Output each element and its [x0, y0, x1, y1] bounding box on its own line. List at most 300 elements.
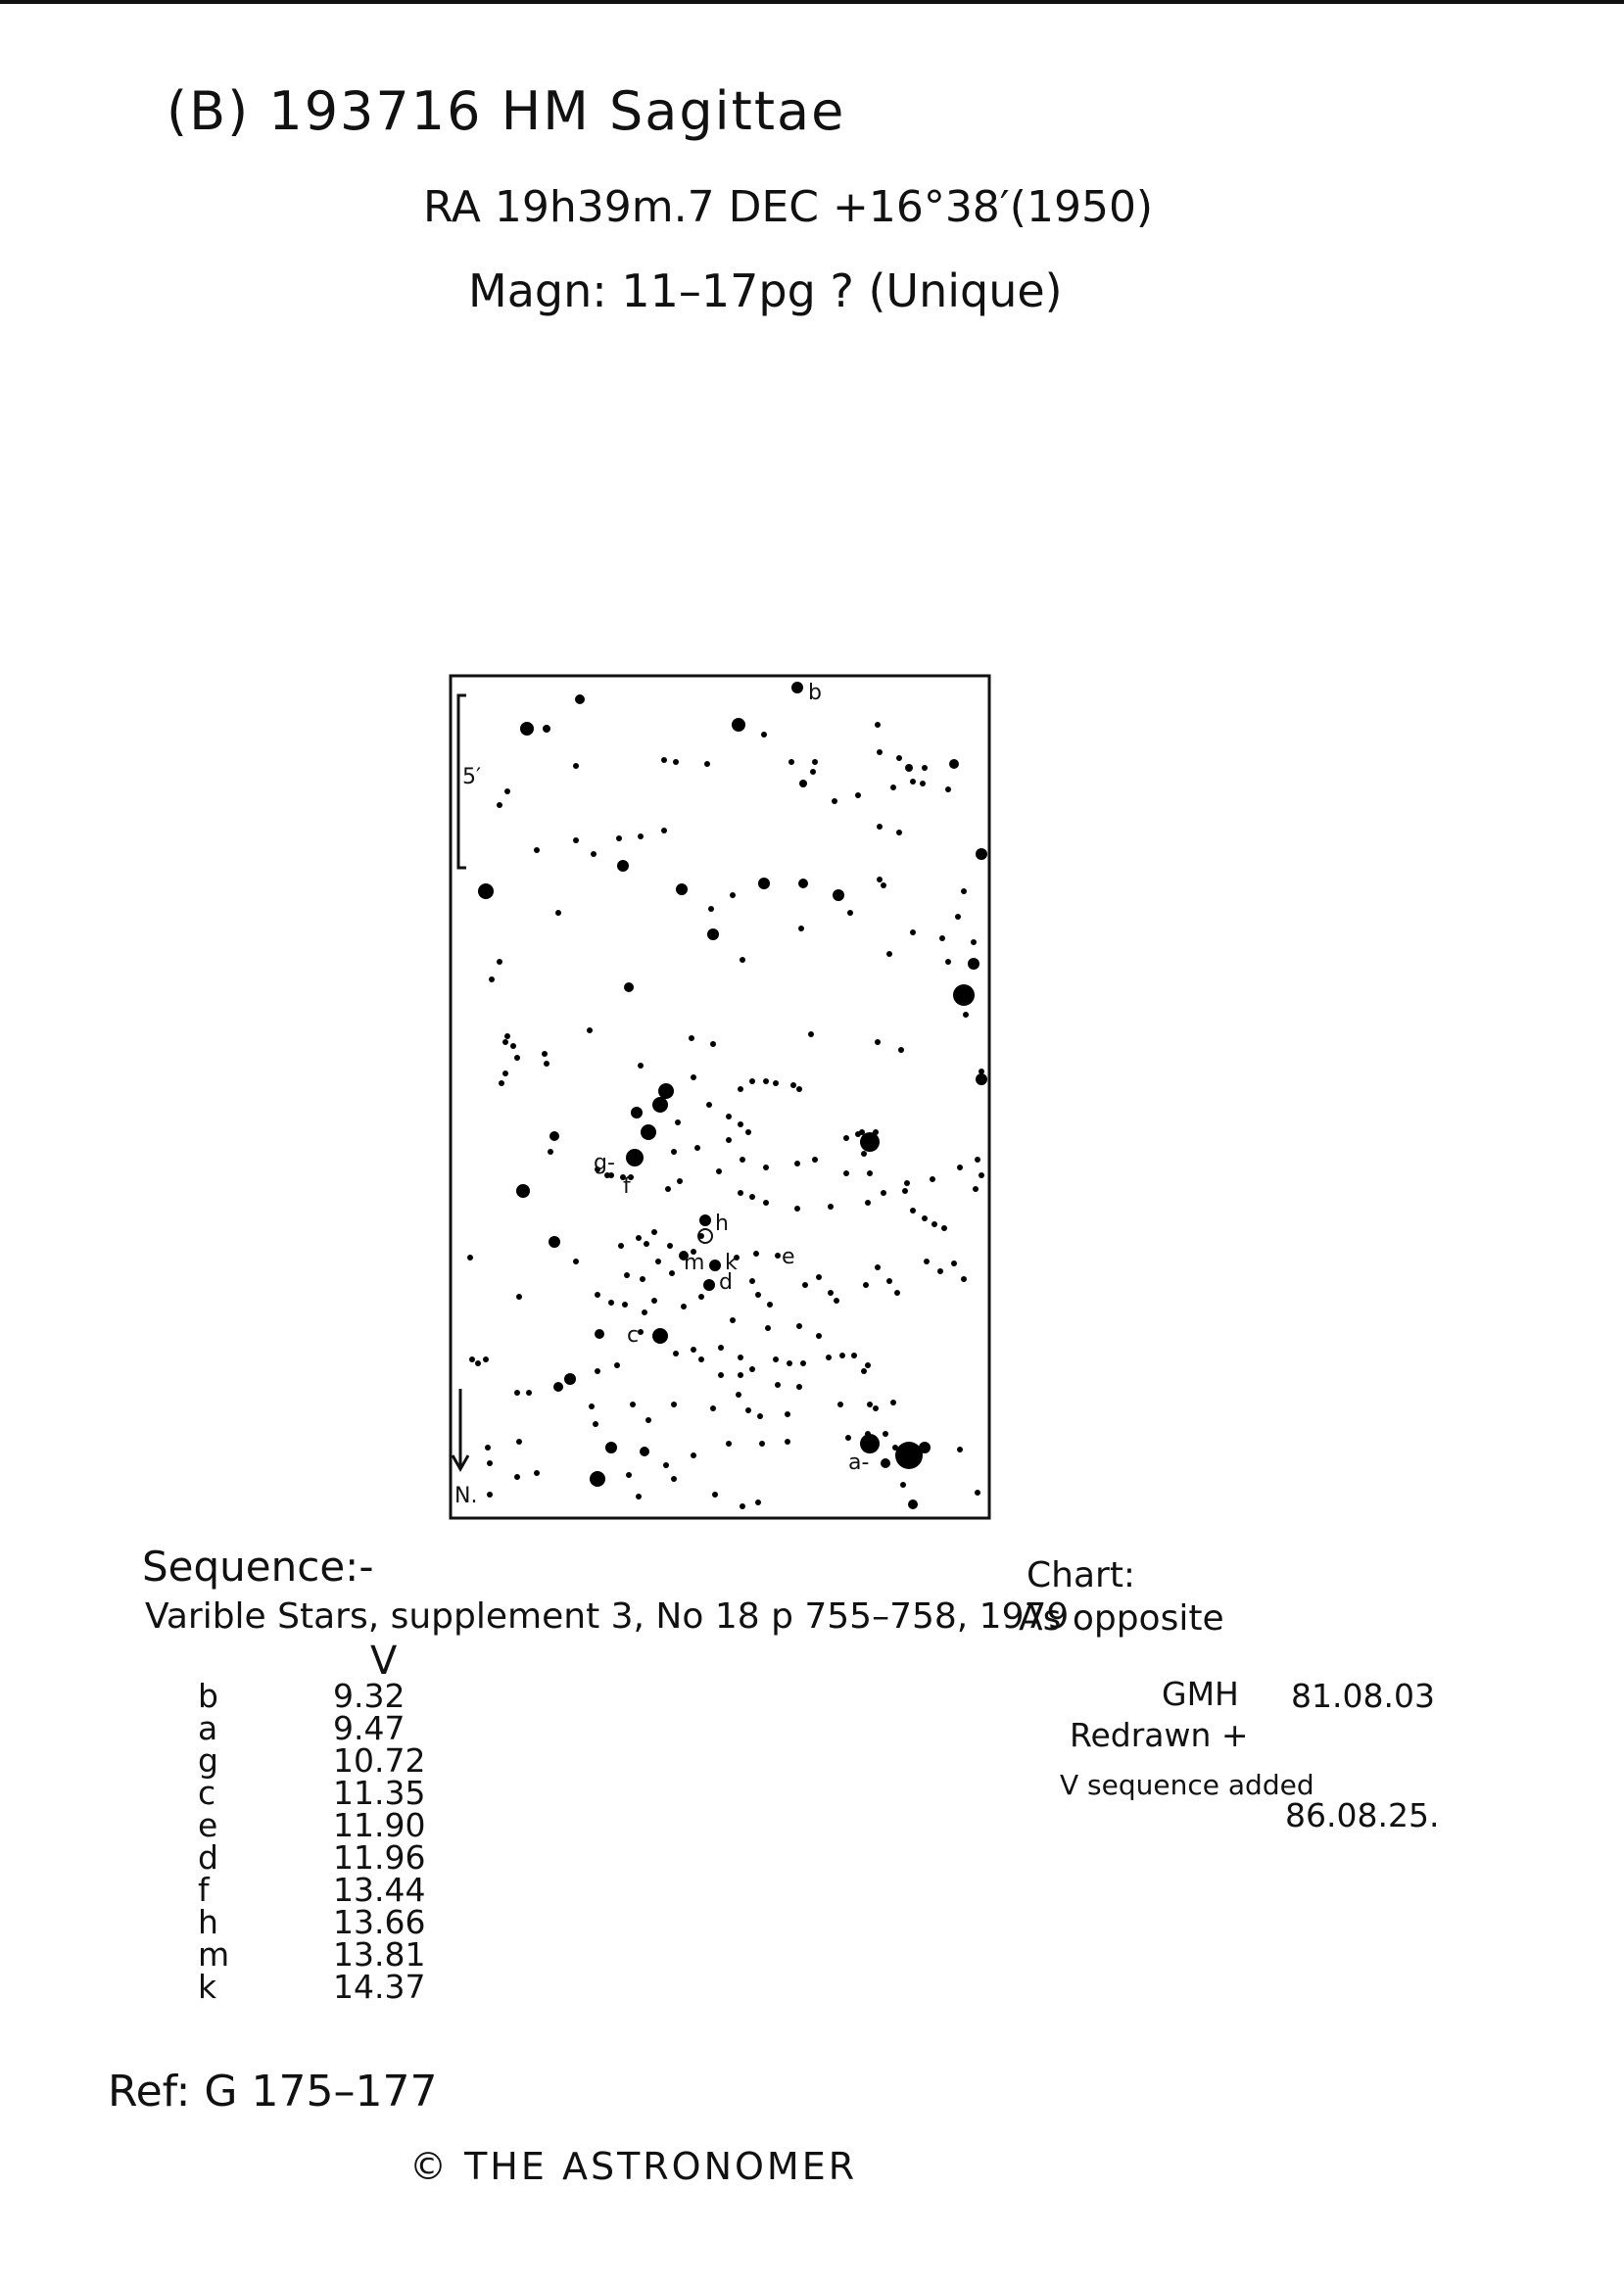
star-dot — [485, 1445, 491, 1451]
star-dot — [726, 1441, 732, 1447]
star-id: h — [198, 1903, 218, 1941]
star-dot — [617, 860, 629, 872]
star-dot — [745, 1129, 751, 1135]
star-dot — [843, 1135, 849, 1141]
star-id: a — [198, 1709, 218, 1747]
star-dot — [963, 1012, 969, 1018]
star-dot — [860, 1132, 880, 1152]
star-dot — [504, 1033, 510, 1039]
sequence-row — [186, 1871, 480, 1909]
star-dot — [652, 1097, 668, 1113]
star-dot — [753, 1251, 759, 1257]
star-dot — [910, 779, 916, 785]
star-dot — [641, 1124, 656, 1140]
magnitude-column-header: V — [370, 1639, 398, 1684]
star-dot — [645, 1417, 651, 1423]
star-dot — [526, 1390, 532, 1396]
v-mag: 11.96 — [333, 1838, 426, 1877]
star-dot — [677, 1178, 683, 1184]
reference-line: Ref: G 175–177 — [108, 2067, 438, 2117]
star-dot — [708, 906, 714, 912]
sequence-title: Sequence:- — [142, 1543, 374, 1591]
star-dot — [651, 1298, 657, 1304]
star-dot — [661, 757, 667, 763]
star-dot — [796, 1384, 802, 1390]
sequence-row — [186, 1741, 480, 1780]
star-dot — [767, 1302, 773, 1308]
star-dot — [953, 984, 975, 1006]
chart-note-text: As opposite — [1019, 1598, 1224, 1639]
star-dot — [487, 1460, 493, 1466]
star-dot — [877, 877, 883, 882]
coordinates-line: RA 19h39m.7 DEC +16°38′(1950) — [423, 182, 1154, 232]
star-dot — [542, 1051, 548, 1057]
star-dot — [845, 1435, 851, 1441]
star-dot — [863, 1282, 869, 1288]
star-dot — [910, 1208, 916, 1213]
star-dot — [975, 1157, 980, 1163]
star-dot — [691, 1452, 696, 1458]
star-dot — [483, 1356, 489, 1362]
star-dot — [671, 1149, 677, 1155]
star-dot — [626, 1472, 632, 1478]
star-dot — [910, 929, 916, 935]
star-dot — [652, 1328, 668, 1344]
star-dot — [667, 1243, 673, 1249]
star-label-e: e — [782, 1245, 795, 1269]
star-dot — [816, 1333, 822, 1339]
star-dot — [671, 1402, 677, 1407]
star-dot — [883, 1431, 888, 1437]
star-dot — [861, 1368, 867, 1374]
star-dot — [949, 759, 959, 769]
sequence-row — [186, 1903, 480, 1941]
star-dot — [976, 1073, 987, 1085]
star-dot — [847, 910, 853, 916]
star-dot — [775, 1382, 781, 1388]
star-dot — [939, 935, 945, 941]
star-dot — [875, 1264, 881, 1270]
star-dot — [587, 1027, 593, 1033]
star-dot — [798, 926, 804, 931]
star-dot — [828, 1290, 834, 1296]
star-dot — [738, 1086, 743, 1092]
star-dot — [699, 1214, 711, 1226]
star-dot — [487, 1492, 493, 1498]
star-dot — [499, 1080, 504, 1086]
star-dot — [920, 781, 926, 786]
star-dot — [663, 1462, 669, 1468]
star-dot — [555, 910, 561, 916]
star-dot — [605, 1442, 617, 1453]
star-dot — [896, 755, 902, 761]
star-dot — [881, 1190, 886, 1196]
star-label-m: m — [684, 1251, 705, 1275]
star-dot — [968, 958, 979, 970]
star-dot — [658, 1083, 674, 1099]
star-dot — [730, 892, 736, 898]
star-dot — [694, 1145, 700, 1151]
star-dot — [549, 1131, 559, 1141]
star-dot — [790, 1082, 796, 1088]
star-dot — [548, 1149, 553, 1155]
star-label-c: c — [627, 1323, 640, 1348]
star-dot — [757, 1413, 763, 1419]
star-dot — [616, 835, 622, 841]
star-dot — [922, 1215, 928, 1221]
star-dot — [761, 732, 767, 738]
star-dot — [590, 1471, 605, 1487]
star-dot — [941, 1225, 947, 1231]
star-dot — [812, 759, 818, 765]
star-dot — [655, 1259, 661, 1264]
star-dot — [738, 1190, 743, 1196]
star-dot — [749, 1078, 755, 1084]
star-dot — [975, 1490, 980, 1496]
star-id: c — [198, 1774, 216, 1812]
star-dot — [886, 951, 892, 957]
star-dot — [867, 1402, 873, 1407]
star-dot — [669, 1270, 675, 1276]
star-dot — [514, 1055, 520, 1061]
star-dot — [798, 879, 808, 888]
star-dot — [788, 759, 794, 765]
star-dot — [489, 976, 495, 982]
star-dot — [865, 1362, 871, 1368]
star-dot — [951, 1261, 957, 1266]
star-dot — [543, 725, 550, 733]
star-dot — [642, 1309, 647, 1315]
star-dot — [589, 1404, 595, 1409]
star-dot — [644, 1241, 649, 1247]
star-dot — [810, 769, 816, 775]
star-dot — [706, 1102, 712, 1108]
star-dot — [510, 1043, 516, 1049]
star-dot — [661, 828, 667, 833]
star-dot — [718, 1345, 724, 1351]
star-dot — [740, 957, 745, 963]
star-dot — [673, 759, 679, 765]
star-dot — [800, 1360, 806, 1366]
star-dot — [843, 1170, 849, 1176]
star-dot — [707, 928, 719, 940]
star-dot — [665, 1186, 671, 1192]
chart-title: (B) 193716 HM Sagittae — [167, 80, 846, 142]
v-mag: 9.47 — [333, 1709, 406, 1747]
star-dot — [738, 1355, 743, 1360]
star-dot — [957, 1165, 963, 1170]
star-dot — [544, 1061, 549, 1067]
star-dot — [691, 1347, 696, 1353]
star-dot — [894, 1290, 900, 1296]
star-dot — [785, 1439, 790, 1445]
star-label-h: h — [715, 1212, 729, 1236]
star-dot — [673, 1351, 679, 1356]
star-dot — [716, 1168, 722, 1174]
star-dot — [614, 1362, 620, 1368]
sequence-row — [186, 1806, 480, 1844]
star-dot — [877, 749, 883, 755]
star-dot — [895, 1442, 923, 1469]
star-dot — [514, 1474, 520, 1480]
star-dot — [908, 1499, 918, 1509]
star-dot — [902, 1188, 908, 1194]
star-dot — [671, 1476, 677, 1482]
star-dot — [638, 1063, 644, 1069]
sequence-row — [186, 1935, 480, 1974]
star-dot — [630, 1402, 636, 1407]
v-mag: 13.44 — [333, 1871, 426, 1909]
star-dot — [698, 1356, 704, 1362]
v-mag: 10.72 — [333, 1741, 426, 1780]
star-dot — [534, 1470, 540, 1476]
star-dot — [718, 1372, 724, 1378]
star-dot — [573, 763, 579, 769]
star-dot — [689, 1035, 694, 1041]
star-dot — [763, 1200, 769, 1206]
star-dot — [812, 1157, 818, 1163]
star-dot — [520, 722, 534, 736]
star-dot — [516, 1294, 522, 1300]
star-dot — [976, 848, 987, 860]
star-dot — [877, 824, 883, 830]
sequence-row — [186, 1968, 480, 2006]
star-dot — [516, 1184, 530, 1198]
star-dot — [881, 882, 886, 888]
star-dot — [736, 1392, 741, 1398]
star-dot — [904, 1180, 910, 1186]
star-label-g: g- — [594, 1151, 615, 1175]
star-dot — [502, 1039, 508, 1045]
star-dot — [516, 1439, 522, 1445]
star-dot — [575, 694, 585, 704]
star-label-a: a- — [848, 1451, 870, 1475]
star-dot — [624, 1272, 630, 1278]
star-dot — [738, 1372, 743, 1378]
star-dot — [553, 1382, 563, 1392]
star-dot — [636, 1235, 642, 1241]
star-dot — [875, 722, 881, 728]
star-dot — [626, 1149, 644, 1166]
star-dot — [799, 780, 807, 787]
star-dot — [497, 802, 502, 808]
star-dot — [924, 1259, 930, 1264]
star-dot — [640, 1276, 645, 1282]
north-arrow — [453, 1389, 468, 1469]
star-dot — [591, 851, 597, 857]
star-dot — [703, 1279, 715, 1291]
star-dot — [514, 1390, 520, 1396]
v-mag: 14.37 — [333, 1968, 426, 2006]
star-dot — [881, 1458, 890, 1468]
star-dot — [745, 1407, 751, 1413]
star-dot — [832, 798, 837, 804]
star-dot — [504, 788, 510, 794]
star-dot — [796, 1086, 802, 1092]
v-mag: 11.90 — [333, 1806, 426, 1844]
star-dot — [945, 786, 951, 792]
star-dot — [763, 1078, 769, 1084]
sequence-added-note: V sequence added — [1060, 1769, 1314, 1801]
star-label-b: b — [808, 681, 822, 705]
star-dot — [896, 830, 902, 835]
star-dot — [549, 1236, 560, 1248]
star-dot — [636, 1494, 642, 1499]
star-dot — [763, 1165, 769, 1170]
star-dot — [922, 765, 928, 771]
star-dot — [698, 1294, 704, 1300]
star-dot — [808, 1031, 814, 1037]
scale-label: 5′ — [462, 765, 481, 789]
star-dot — [755, 1499, 761, 1505]
star-id: g — [198, 1741, 218, 1780]
star-dot — [651, 1229, 657, 1235]
star-dot — [931, 1221, 937, 1227]
star-dot — [867, 1170, 873, 1176]
star-dot — [573, 1259, 579, 1264]
star-dot — [640, 1447, 649, 1456]
sequence-reference: Varible Stars, supplement 3, No 18 p 755–758, 1979 — [145, 1596, 1070, 1637]
star-dot — [749, 1278, 755, 1284]
v-mag: 13.81 — [333, 1935, 426, 1974]
copyright-line: © THE ASTRONOMER — [409, 2145, 858, 2188]
chart-note-heading: Chart: — [1027, 1555, 1136, 1595]
star-dot — [955, 914, 961, 920]
star-dot — [794, 1161, 800, 1166]
star-dot — [930, 1176, 935, 1182]
star-dot — [749, 1366, 755, 1372]
star-dot — [791, 682, 803, 693]
star-label-f: f — [623, 1174, 631, 1199]
star-dot — [631, 1107, 643, 1118]
star-dot — [892, 1445, 898, 1451]
star-dot — [759, 1441, 765, 1447]
star-dot — [873, 1405, 879, 1411]
star-dot — [839, 1353, 845, 1358]
star-id: k — [198, 1968, 217, 2006]
star-dot — [691, 1074, 696, 1080]
star-dot — [624, 982, 634, 992]
star-chart — [449, 674, 991, 1520]
star-dot — [732, 718, 745, 732]
star-dot — [738, 1121, 743, 1127]
star-dot — [726, 1114, 732, 1119]
star-dot — [675, 1119, 681, 1125]
star-dot — [961, 1276, 967, 1282]
star-dot — [726, 1137, 732, 1143]
star-dot — [886, 1278, 892, 1284]
star-dot — [469, 1356, 475, 1362]
redrawn-note: Redrawn + — [1070, 1716, 1249, 1754]
top-border-line — [0, 0, 1624, 4]
star-dot — [749, 1194, 755, 1200]
star-dot — [595, 1329, 604, 1339]
star-dot — [855, 792, 861, 798]
star-dot — [828, 1204, 834, 1210]
star-dot — [595, 1292, 600, 1298]
star-dot — [475, 1360, 481, 1366]
star-dot — [898, 1047, 904, 1053]
star-dot — [833, 889, 844, 901]
star-id: e — [198, 1806, 218, 1844]
star-dot — [890, 785, 896, 790]
star-dot — [608, 1300, 614, 1306]
observer-initials: GMH — [1162, 1675, 1239, 1713]
star-dot — [826, 1355, 832, 1360]
star-dot — [758, 878, 770, 889]
star-dot — [765, 1325, 771, 1331]
star-dot — [971, 939, 977, 945]
star-dot — [467, 1255, 473, 1261]
v-mag: 9.32 — [333, 1677, 406, 1715]
star-dot — [796, 1323, 802, 1329]
star-dot — [979, 1172, 984, 1178]
star-dot — [865, 1200, 871, 1206]
star-dot — [775, 1253, 781, 1259]
star-dot — [710, 1041, 716, 1047]
star-id: m — [198, 1935, 230, 1974]
star-dot — [478, 883, 494, 899]
star-dot — [785, 1411, 790, 1417]
north-label: N. — [454, 1484, 478, 1508]
star-dot — [710, 1405, 716, 1411]
star-dot — [802, 1282, 808, 1288]
v-mag: 13.66 — [333, 1903, 426, 1941]
star-id: f — [198, 1871, 210, 1909]
star-dot — [676, 883, 688, 895]
star-dot — [851, 1353, 857, 1358]
star-dot — [730, 1317, 736, 1323]
star-dot — [740, 1157, 745, 1163]
star-dot — [502, 1071, 508, 1076]
star-dot — [919, 1442, 931, 1453]
star-dot — [755, 1292, 761, 1298]
star-dot — [595, 1368, 600, 1374]
star-dot — [937, 1268, 943, 1274]
star-dot — [861, 1151, 867, 1157]
sequence-row — [186, 1774, 480, 1812]
star-id: b — [198, 1677, 218, 1715]
star-dot — [957, 1447, 963, 1452]
star-dot — [593, 1421, 598, 1427]
star-dot — [834, 1298, 839, 1304]
star-dot — [638, 833, 644, 839]
star-dot — [740, 1503, 745, 1509]
v-mag: 11.35 — [333, 1774, 426, 1812]
star-dot — [773, 1080, 779, 1086]
star-dot — [622, 1302, 628, 1308]
star-dot — [573, 837, 579, 843]
star-dot — [773, 1356, 779, 1362]
star-dot — [905, 764, 913, 772]
sequence-row — [186, 1838, 480, 1877]
star-dot — [961, 888, 967, 894]
star-dot — [681, 1304, 687, 1309]
observer-date-1: 81.08.03 — [1291, 1677, 1435, 1715]
sequence-row — [186, 1709, 480, 1747]
star-dot — [816, 1274, 822, 1280]
star-label-k: k — [725, 1251, 738, 1275]
observer-date-2: 86.08.25. — [1285, 1796, 1440, 1834]
star-dot — [900, 1482, 906, 1488]
star-dot — [564, 1373, 576, 1385]
star-dot — [534, 847, 540, 853]
star-dot — [890, 1400, 896, 1405]
star-dot — [837, 1402, 843, 1407]
star-dot — [497, 959, 502, 965]
star-id: d — [198, 1838, 218, 1877]
star-dot — [945, 959, 951, 965]
